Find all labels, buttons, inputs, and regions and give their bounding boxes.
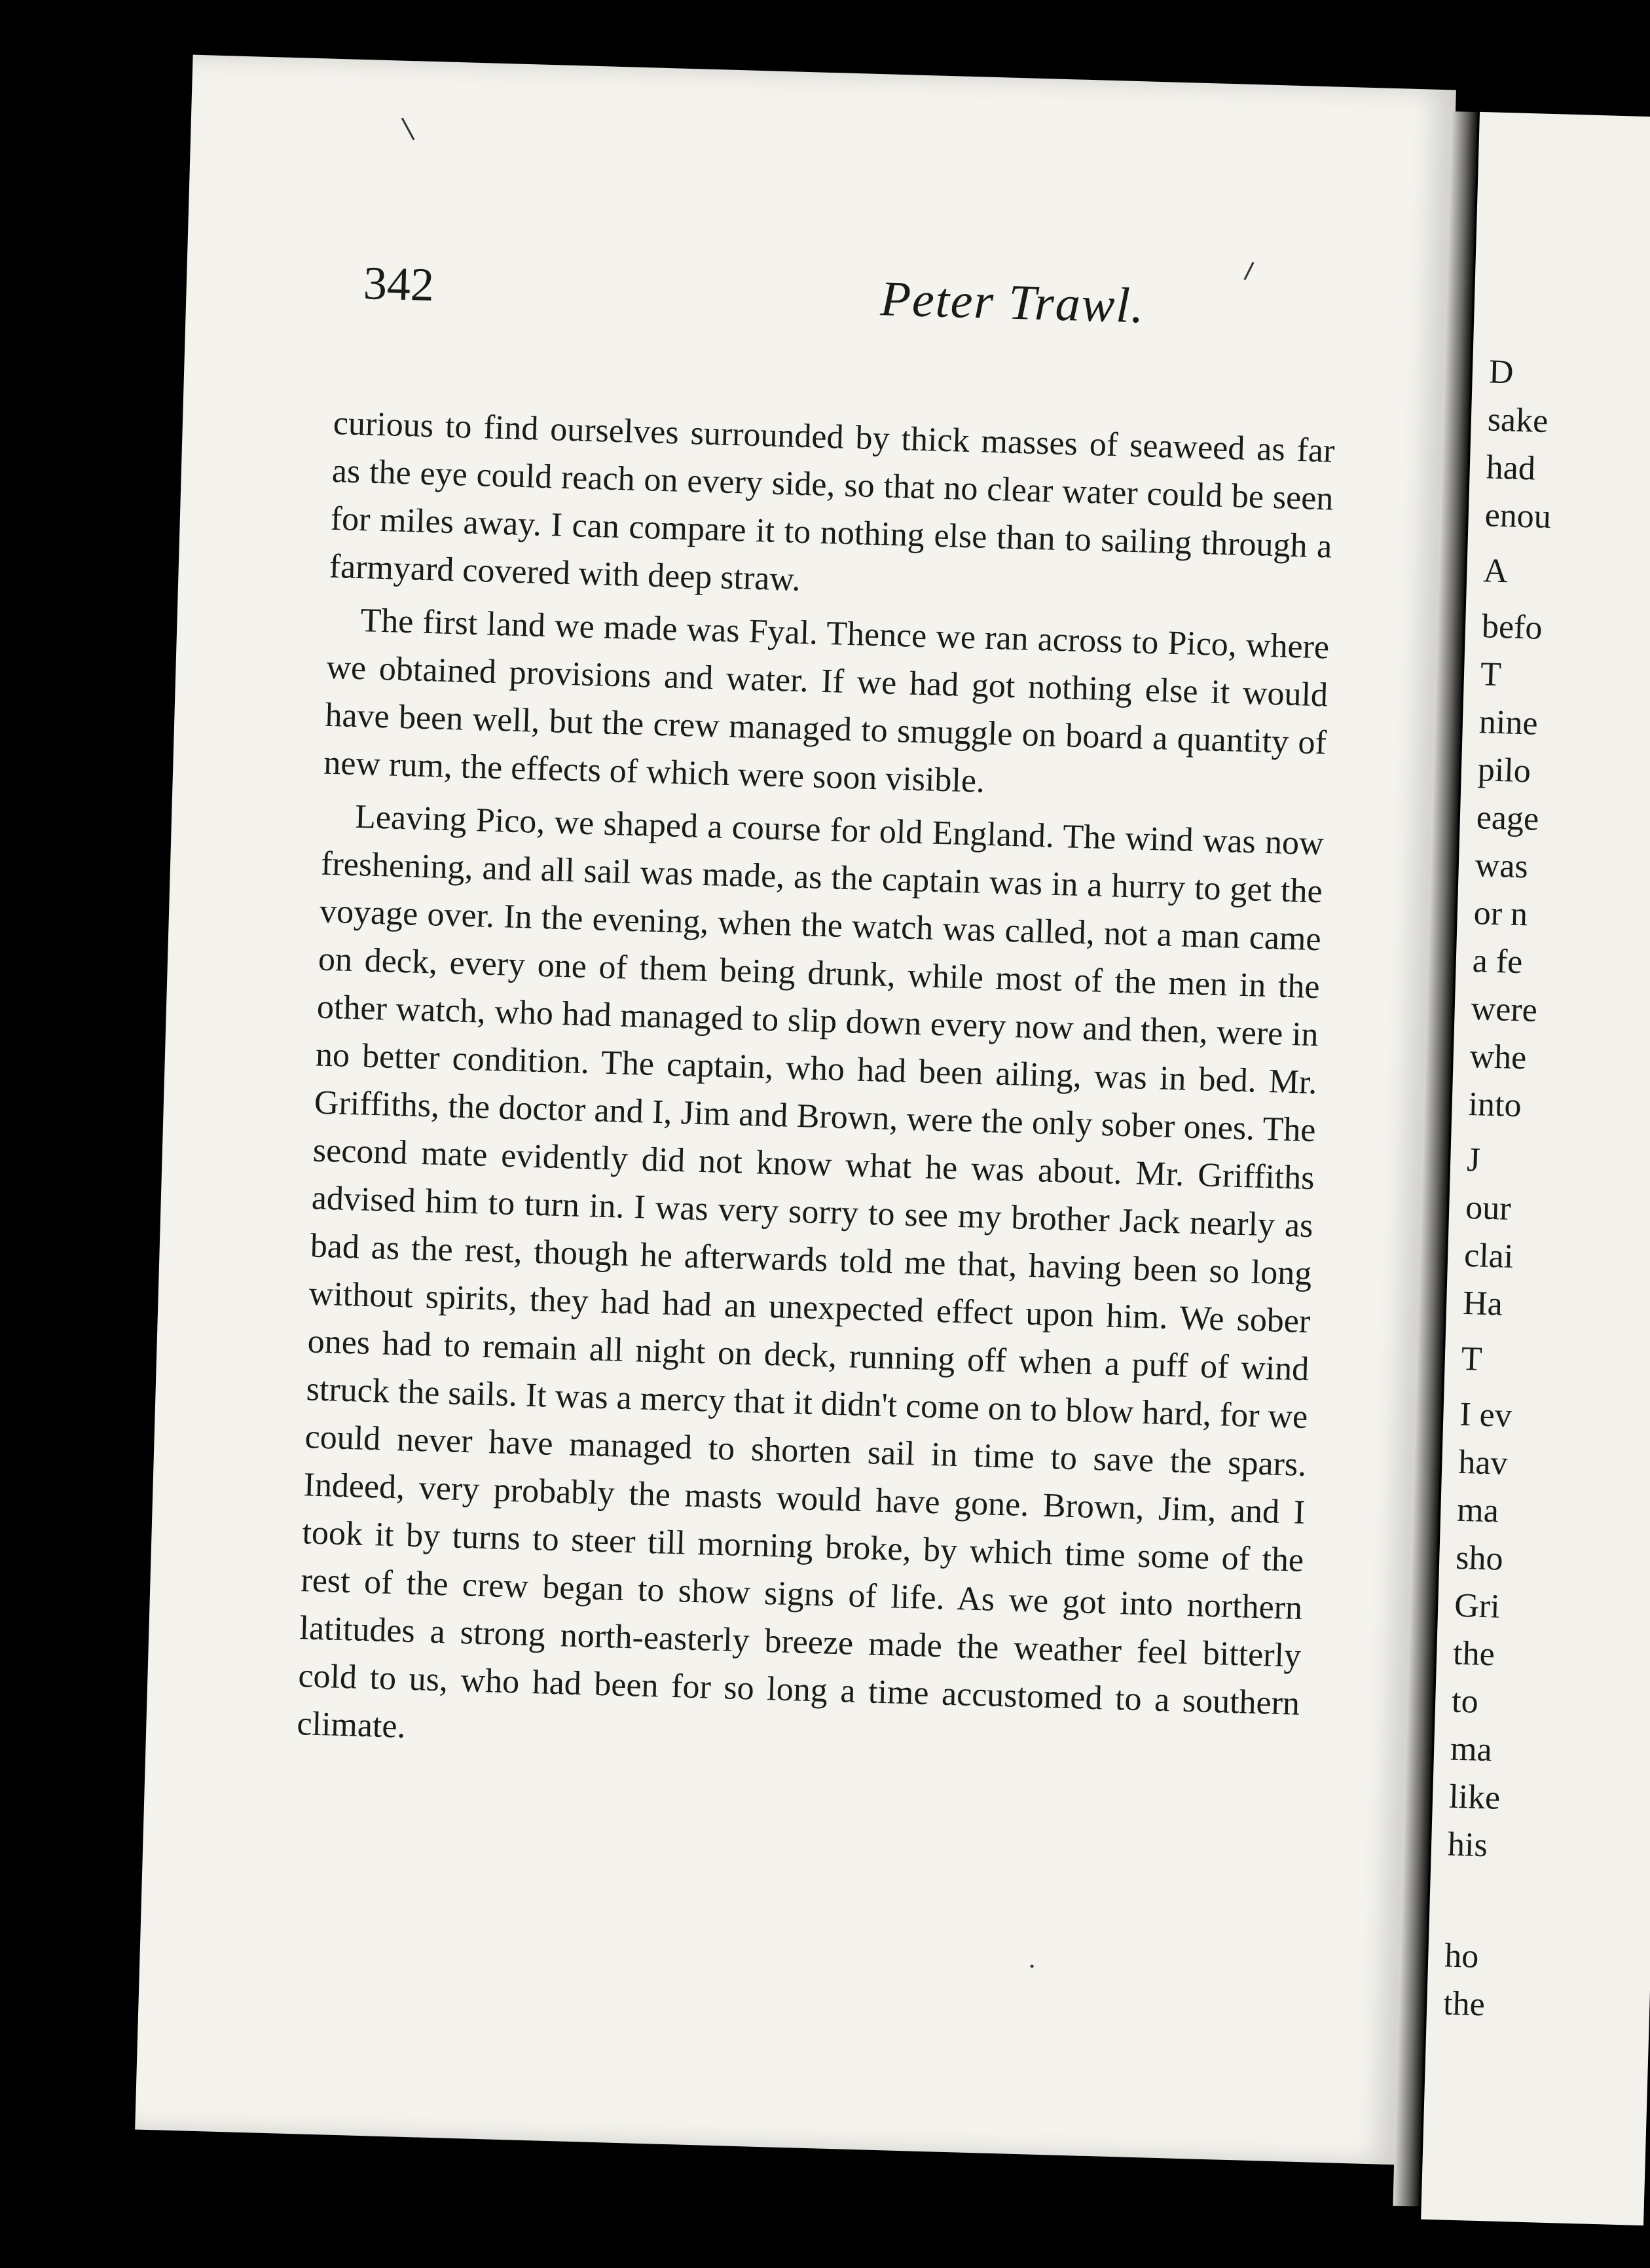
right-page-line: pilo	[1477, 751, 1531, 790]
right-page-line: the	[1442, 1985, 1486, 2024]
right-page-line: his	[1447, 1825, 1488, 1865]
right-page-line: I ev	[1459, 1395, 1512, 1435]
right-page-line: was	[1475, 847, 1529, 886]
right-page-line: a fe	[1472, 942, 1524, 981]
right-page-line: had	[1486, 448, 1536, 488]
right-page-line: eage	[1476, 799, 1539, 838]
right-page-line: our	[1465, 1188, 1512, 1228]
right-page-line: to	[1451, 1682, 1479, 1721]
paragraph-3: Leaving Pico, we shaped a course for old England. The wind was now freshening, and all sail was made, as the captain was in a hurry to get the voyage over. In the evening, when the watch was called, not a man came on deck, every one of them being drunk, while most of the men in the other watch, who had managed to slip down every now and then, were in no better condition. The captain, who had been ailing, was in bed. Mr. Griffiths, the doctor and I, Jim and Brown, were the only sober ones. The second mate evidently did not know what he was about. Mr. Griffiths advised him to turn in. I was very sorry to see my brother Jack nearly as bad as the rest, though he afterwards told me that, having been so long without spirits, they had had an unexpected effect upon him. We sober ones had to remain all night on deck, running off when a puff of wind struck the sails. It was a mercy that it didn't come on to blow hard, for we could never have managed to shorten sail in time to save the spars. Indeed, very probably the masts would have gone. Brown, Jim, and I took it by turns to steer till morning broke, by which time some of the rest of the crew began to show signs of life. As we got into northern latitudes a strong north-easterly breeze made the weather feel bitterly cold to us, who had been for so long a time accustomed to a southern climate.	[296, 798, 1325, 1746]
right-page-line: into	[1467, 1085, 1522, 1125]
scan-speck	[1031, 1965, 1034, 1968]
running-title: Peter Trawl.	[879, 271, 1146, 334]
body-text	[297, 399, 1336, 1776]
right-page-line: T	[1461, 1340, 1483, 1378]
right-page-line: sho	[1455, 1539, 1504, 1578]
right-page-line: T	[1480, 655, 1502, 694]
right-page-line: Gri	[1454, 1586, 1501, 1626]
right-page-line: ma	[1450, 1730, 1493, 1769]
right-page-line: A	[1482, 552, 1509, 591]
paragraph-2: The first land we made was Fyal. Thence we ran across to Pico, where we obtained provisions and water. If we had got nothing else it would have been well, but the crew managed to smuggle on board a quantity of new rum, the effects of which were soon visible.	[323, 602, 1330, 800]
right-page-line: were	[1470, 990, 1538, 1029]
right-page-line: J	[1466, 1141, 1481, 1179]
scan-speck	[1243, 262, 1254, 280]
left-book-page	[135, 55, 1456, 2165]
right-page-line: clai	[1463, 1236, 1514, 1275]
page-header	[362, 256, 1450, 358]
right-page-line: the	[1452, 1634, 1495, 1674]
right-page-line: like	[1448, 1778, 1501, 1817]
right-page-line: sake	[1487, 401, 1549, 440]
right-page-line: whe	[1469, 1038, 1528, 1077]
right-page-line: or n	[1473, 894, 1528, 934]
right-page-line: nine	[1478, 703, 1539, 742]
scan-speck	[401, 117, 415, 140]
right-page-line: Ha	[1462, 1284, 1503, 1323]
right-page-line: D	[1488, 353, 1514, 392]
right-page-line: hav	[1458, 1443, 1509, 1482]
right-page-line: enou	[1484, 496, 1552, 536]
right-page-line	[1446, 1876, 1650, 1930]
right-page-line: ma	[1456, 1491, 1499, 1530]
right-page-text-fragments	[1442, 348, 1650, 2033]
right-page-line: ho	[1444, 1937, 1480, 1975]
paragraph-1: curious to find ourselves surrounded by thick masses of seaweed as far as the eye could reach on every side, so that no clear water could be seen for miles away. I can compare it to nothing else than to sailing through a farmyard covered with deep straw.	[329, 404, 1336, 598]
right-page-line: befo	[1481, 608, 1543, 647]
page-number: 342	[362, 257, 435, 312]
